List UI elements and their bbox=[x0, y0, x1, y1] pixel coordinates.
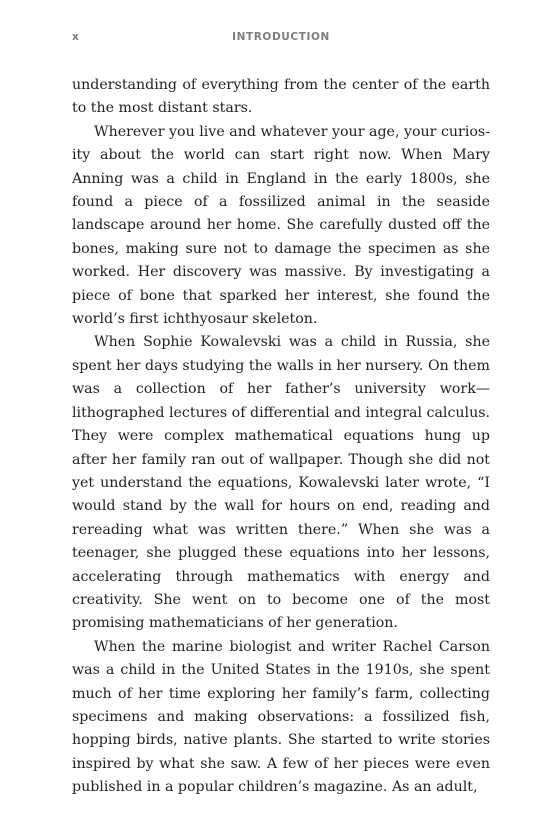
page-number: x bbox=[72, 31, 80, 43]
paragraph-continued: understanding of everything from the center of the earth to the most distant stars. bbox=[72, 77, 490, 117]
running-title: INTRODUCTION bbox=[232, 31, 330, 43]
paragraph-rachel-carson: When the marine biologist and writer Rachel Carson was a child in the United States in the 1910s, she spent much of her time exploring her family’s farm, collecting specimens and making observations: a fossilized fish, hopping birds, native plants. She started to write stories inspired by what she saw. A few of her pieces were even published in a popular children’s magazine. As an adult, bbox=[72, 638, 490, 796]
paragraph-sophie-kowalevski: When Sophie Kowalevski was a child in Russia, she spent her days studying the walls in her nursery. On them was a collection of her father’s university work—lithographed lectures of differential and integral calculus. They were complex mathematical equations hung up after her family ran out of wallpaper. Though she did not yet understand the equations, Kowalevski later wrote, “I would stand by the wall for hours on end, reading and rereading what was written there.” When she was a teenager, she plugged these equations into her lessons, accelerating through mathematics with energy and creativity. She went on to become one of the most promising mathematicians of her generation. bbox=[72, 334, 490, 632]
paragraph-mary-anning: Wherever you live and whatever your age, your curiosity about the world can start right now. When Mary Anning was a child in England in the early 1800s, she found a piece of a fossilized animal in the seaside landscape around her home. She carefully dusted off the bones, making sure not to damage the specimen as she worked. Her discovery was massive. By investigating a piece of bone that sparked her interest, she found the world’s first ichthyosaur skeleton. bbox=[72, 123, 490, 328]
running-head bbox=[72, 31, 490, 47]
body-text bbox=[72, 74, 490, 800]
